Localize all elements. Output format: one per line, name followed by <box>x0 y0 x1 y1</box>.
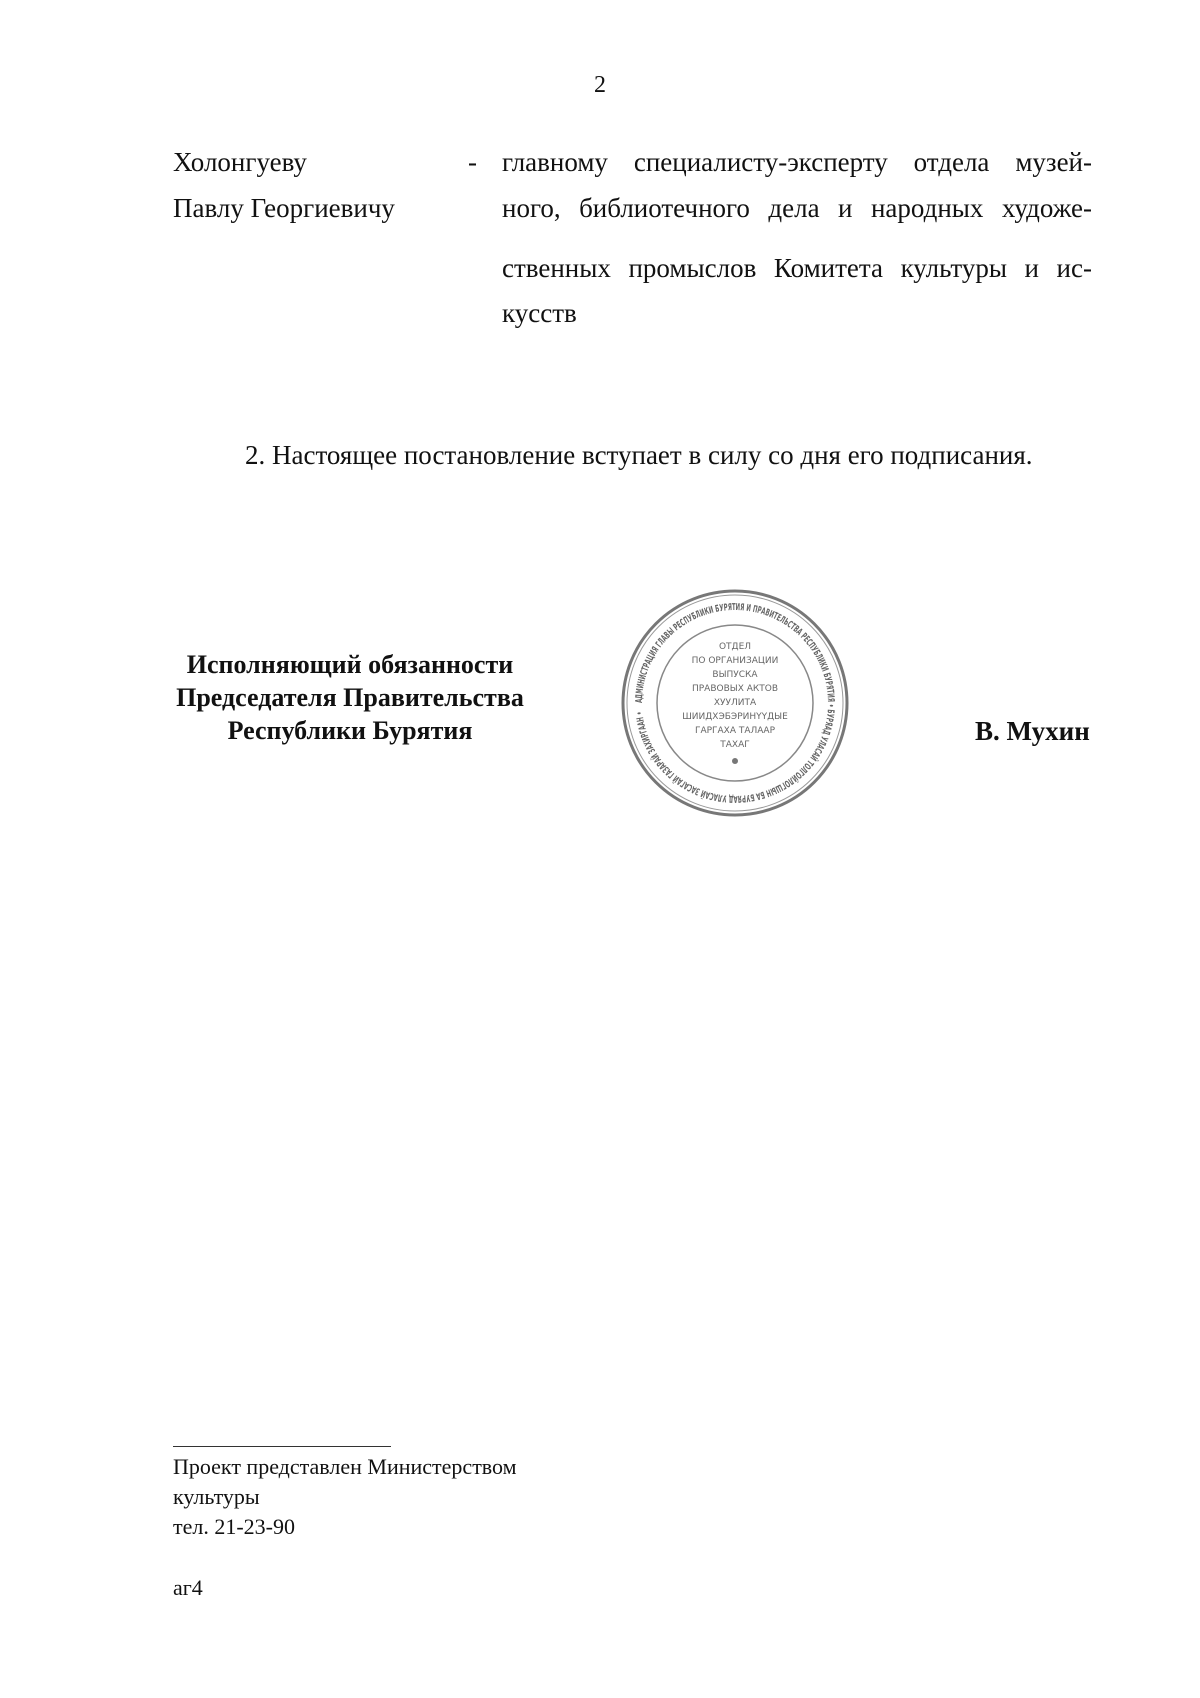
signatory-title-line: Республики Бурятия <box>227 716 473 745</box>
appointee-dash: - <box>468 147 477 177</box>
footer-divider <box>173 1446 391 1447</box>
stamp-center-line: ПРАВОВЫХ АКТОВ <box>691 684 779 694</box>
footer-phone: тел. 21-23-90 <box>173 1514 296 1539</box>
footer-line: культуры <box>173 1484 260 1509</box>
footer-line: Проект представлен Министерством <box>173 1454 517 1479</box>
stamp-center-line: ТАХАГ <box>720 740 750 750</box>
position-line: главному специалисту-эксперту отдела музей- <box>502 147 1092 177</box>
position-line: ственных промыслов Комитета культуры и ис- <box>502 253 1092 283</box>
appointee-given-names: Павлу Георгиевичу <box>173 193 395 223</box>
page-number: 2 <box>594 72 606 98</box>
stamp-center-line: ВЫПУСКА <box>712 670 758 680</box>
signer-name: В. Мухин <box>975 716 1090 746</box>
clause-2: 2. Настоящее постановление вступает в силу со дня его подписания. <box>245 440 1033 470</box>
signatory-title-line: Исполняющий обязанности <box>186 650 514 679</box>
stamp-dot-icon <box>732 758 738 764</box>
official-stamp <box>615 583 855 823</box>
appointee-surname: Холонгуеву <box>173 147 307 177</box>
stamp-center-line: ГАРГАХА ТАЛААР <box>694 726 776 736</box>
stamp-center-line: ХУУЛИТА <box>713 698 757 708</box>
position-line: ного, библиотечного дела и народных художе- <box>502 193 1092 223</box>
signatory-title-line: Председателя Правительства <box>176 683 524 712</box>
document-code: аг4 <box>173 1575 203 1600</box>
stamp-center-line: ШИИДХЭБЭРИНҮҮДЫЕ <box>682 712 788 722</box>
stamp-center-line: ОТДЕЛ <box>718 642 752 652</box>
stamp-center-line: ПО ОРГАНИЗАЦИИ <box>691 656 779 666</box>
position-line: кусств <box>502 298 577 328</box>
stamp-ring-text: АДМИНИСТРАЦИЯ ГЛАВЫ РЕСПУБЛИКИ БУРЯТИЯ И ПРАВИТЕЛЬСТВА РЕСПУБЛИКИ БУРЯТИЯ • БУРЯАД УЛАСАЙ ТОЛГОЙЛОГШЫН БА БУРЯАД УЛАСАЙ ЗАСАГАЙ ГАЗАРАЙ ЗАХИРГААН • <box>633 601 837 805</box>
